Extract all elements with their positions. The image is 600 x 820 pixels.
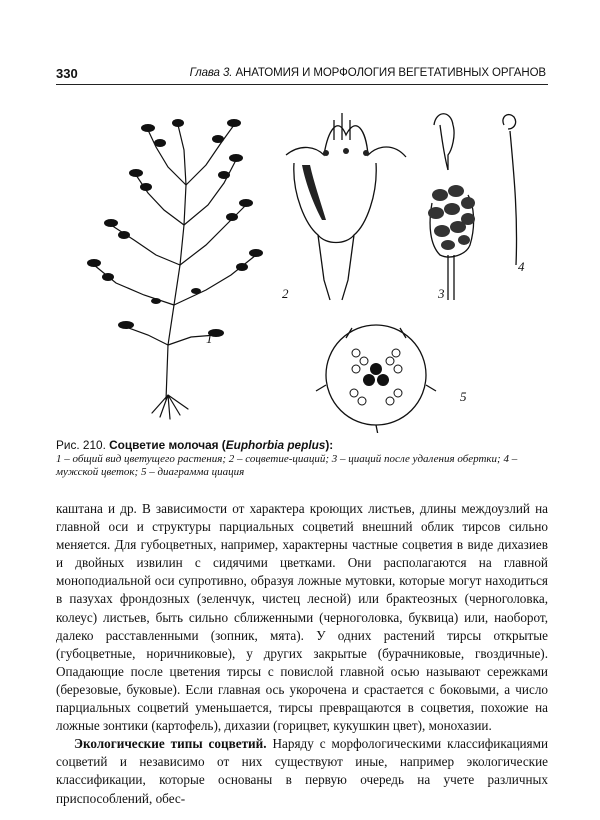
figure-label-1: 1: [206, 331, 213, 346]
figure-label-4: 4: [518, 259, 525, 274]
cyathium-drawing: [286, 113, 406, 300]
paragraph-2-text: Наряду с морфологическими классификациями соцветий и независимо от них существуют иные, например экологические классификации, которые основаны в первую очередь на учете различных приспособлений, обес-: [56, 736, 549, 806]
chapter-header: [190, 67, 546, 79]
caption-prefix: Рис. 210.: [56, 438, 106, 452]
caption-species: Euphorbia peplus: [225, 438, 326, 452]
diagram-flowers: [350, 349, 402, 405]
paragraph-2-heading: Экологические типы соцветий.: [74, 736, 267, 752]
figure-label-2: 2: [282, 286, 289, 301]
euphorbia-illustration: [56, 95, 548, 433]
header-rule: [56, 84, 548, 85]
chapter-title: АНАТОМИЯ И МОРФОЛОГИЯ ВЕГЕТАТИВНЫХ ОРГАНОВ: [235, 67, 546, 79]
paragraph-1: каштана и др. В зависимости от характера кроющих листьев, длины междоузлий на главной оси и структуры парциальных соцветий внешний облик тирсов сильно меняется. Для губоцветных, например, характерны частные соцветия в виде дихазиев и двойных извилин с сидячими цветками. Они располагаются на главной моноподиальной оси супротивно, образуя ложные мутовки, которые могут находиться в пазухах фрондозных (зеленчук, чистец лесной) или брактеозных (черноголовка, колеус) листьев, быть сильно сближенными (черноголовка, буквица) или, наоборот, далеко расставленными (зопник, мята). У одних растений тирсы открытые (губоцветные, норичниковые), у других закрытые (бурачниковые, гвоздичные). Опадающие после цветения тирсы с повислой главной осью называют сережками (березовые, буковые). Если главная ось укорочена и срастается с боковыми, а число парциальных соцветий уменьшается, тирсы превращаются в соцветия, похожие на ложные зонтики (картофель), дихазии (горицвет, кукушкин цвет), монохазии.: [56, 501, 548, 734]
stamen-cluster: [428, 185, 475, 250]
male-flower-drawing: [503, 115, 517, 265]
figure-caption: [56, 438, 548, 479]
page-number: 330: [56, 66, 78, 81]
diagram-drawing: [316, 325, 436, 433]
plant-drawing: [94, 125, 256, 419]
figure-label-3: 3: [438, 286, 445, 301]
paragraph-2: [56, 735, 548, 807]
cyathium-shading: [302, 148, 369, 220]
chapter-prefix: Глава 3.: [189, 67, 233, 79]
caption-title-line: Рис. 210. Соцветие молочая (Euphorbia peplus):: [56, 438, 334, 452]
figure-label-5: 5: [460, 389, 467, 404]
running-header: [56, 66, 546, 84]
caption-items: 1 – общий вид цветущего растения; 2 – соцветие-циаций; 3 – циаций после удаления обертки; 4 – мужской цветок; 5 – диаграмма циация: [56, 453, 518, 478]
body-text: [56, 500, 548, 808]
caption-title: Соцветие молочая: [109, 438, 219, 452]
figure-210: [56, 95, 548, 433]
